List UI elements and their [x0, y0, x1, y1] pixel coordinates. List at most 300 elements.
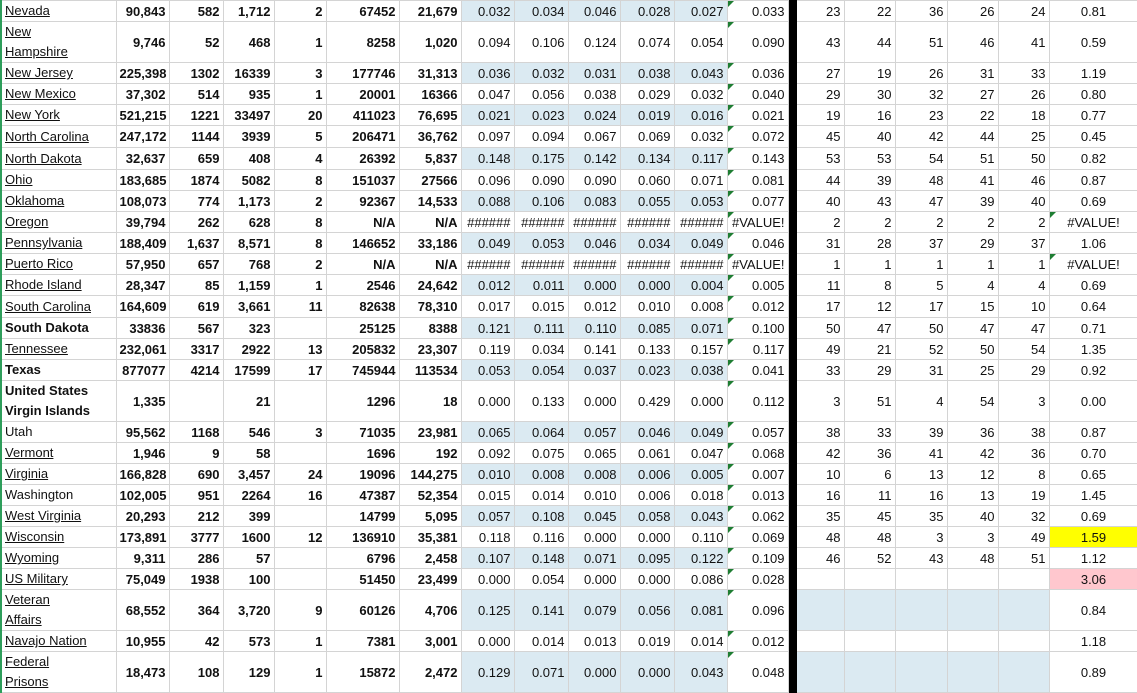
count-cell[interactable]: 21	[223, 381, 274, 422]
rank-cell[interactable]: 50	[998, 148, 1049, 170]
rate-cell[interactable]: 0.090	[514, 170, 568, 191]
ratio-cell[interactable]: 0.59	[1049, 22, 1137, 63]
ratio-cell[interactable]: 0.87	[1049, 170, 1137, 191]
count-cell[interactable]: 108	[169, 652, 223, 693]
rank-cell[interactable]: 37	[895, 233, 947, 254]
count-cell[interactable]: 1	[274, 84, 326, 105]
rank-cell[interactable]: 3	[796, 381, 844, 422]
count-cell[interactable]: 183,685	[116, 170, 169, 191]
rate-cell[interactable]: 0.108	[514, 506, 568, 527]
average-rate-cell[interactable]: #VALUE!	[727, 254, 788, 275]
rank-cell[interactable]: 1	[796, 254, 844, 275]
rate-cell[interactable]: ######	[461, 254, 514, 275]
rate-cell[interactable]: 0.000	[674, 381, 727, 422]
count-cell[interactable]: N/A	[399, 212, 461, 233]
row-name-cell[interactable]	[1, 548, 116, 569]
rate-cell[interactable]: 0.125	[461, 590, 514, 631]
rank-cell[interactable]: 53	[844, 148, 895, 170]
count-cell[interactable]: 212	[169, 506, 223, 527]
count-cell[interactable]: 12	[274, 527, 326, 548]
rank-cell[interactable]: 48	[895, 170, 947, 191]
rank-cell[interactable]: 53	[796, 148, 844, 170]
rank-cell[interactable]: 45	[796, 126, 844, 148]
average-rate-cell[interactable]: #VALUE!	[727, 212, 788, 233]
count-cell[interactable]: 13	[274, 339, 326, 360]
rank-cell[interactable]: 2	[796, 212, 844, 233]
row-name-cell[interactable]	[1, 443, 116, 464]
rate-cell[interactable]: ######	[514, 212, 568, 233]
rate-cell[interactable]: 0.032	[674, 84, 727, 105]
rate-cell[interactable]: 0.000	[568, 652, 620, 693]
rank-cell[interactable]	[796, 631, 844, 652]
count-cell[interactable]: 1168	[169, 422, 223, 443]
row-name-link[interactable]: Tennessee	[5, 341, 68, 356]
count-cell[interactable]: 26392	[326, 148, 399, 170]
rate-cell[interactable]: 0.119	[461, 339, 514, 360]
rate-cell[interactable]: 0.038	[568, 84, 620, 105]
count-cell[interactable]: 1,946	[116, 443, 169, 464]
rate-cell[interactable]: 0.046	[620, 422, 674, 443]
count-cell[interactable]: 23,307	[399, 339, 461, 360]
count-cell[interactable]: 71035	[326, 422, 399, 443]
count-cell[interactable]: 60126	[326, 590, 399, 631]
count-cell[interactable]: 14,533	[399, 191, 461, 212]
rate-cell[interactable]: 0.049	[461, 233, 514, 254]
count-cell[interactable]: 1,637	[169, 233, 223, 254]
average-rate-cell[interactable]: 0.046	[727, 233, 788, 254]
count-cell[interactable]: 24,642	[399, 275, 461, 296]
count-cell[interactable]: 100	[223, 569, 274, 590]
count-cell[interactable]: 136910	[326, 527, 399, 548]
rank-cell[interactable]: 17	[796, 296, 844, 318]
count-cell[interactable]: 2	[274, 1, 326, 22]
row-name-cell[interactable]	[1, 631, 116, 652]
count-cell[interactable]: 619	[169, 296, 223, 318]
rank-cell[interactable]: 1	[947, 254, 998, 275]
count-cell[interactable]: 67452	[326, 1, 399, 22]
rate-cell[interactable]: 0.008	[514, 464, 568, 485]
rate-cell[interactable]: 0.032	[461, 1, 514, 22]
rate-cell[interactable]: 0.037	[568, 360, 620, 381]
count-cell[interactable]: 247,172	[116, 126, 169, 148]
rank-cell[interactable]	[998, 569, 1049, 590]
rank-cell[interactable]: 3	[895, 527, 947, 548]
rank-cell[interactable]	[844, 652, 895, 693]
rank-cell[interactable]: 48	[844, 527, 895, 548]
rank-cell[interactable]	[947, 590, 998, 631]
row-name-link[interactable]: North Carolina	[5, 128, 89, 144]
rate-cell[interactable]: 0.071	[674, 318, 727, 339]
row-name-link[interactable]: West Virginia	[5, 508, 82, 523]
row-name-link[interactable]: New Jersey	[5, 65, 73, 80]
rank-cell[interactable]: 12	[844, 296, 895, 318]
row-name-cell[interactable]	[1, 254, 116, 275]
count-cell[interactable]: 19096	[326, 464, 399, 485]
rank-cell[interactable]: 24	[998, 1, 1049, 22]
average-rate-cell[interactable]: 0.012	[727, 296, 788, 318]
rank-cell[interactable]: 16	[796, 485, 844, 506]
count-cell[interactable]: 1302	[169, 63, 223, 84]
count-cell[interactable]: 18,473	[116, 652, 169, 693]
rate-cell[interactable]: 0.014	[514, 485, 568, 506]
rank-cell[interactable]: 32	[998, 506, 1049, 527]
rate-cell[interactable]: 0.000	[568, 569, 620, 590]
count-cell[interactable]: 3,001	[399, 631, 461, 652]
rank-cell[interactable]: 41	[998, 22, 1049, 63]
count-cell[interactable]: 23,499	[399, 569, 461, 590]
rank-cell[interactable]	[844, 569, 895, 590]
rank-cell[interactable]: 30	[844, 84, 895, 105]
rate-cell[interactable]: 0.054	[514, 360, 568, 381]
count-cell[interactable]: 27566	[399, 170, 461, 191]
rank-cell[interactable]: 52	[895, 339, 947, 360]
rate-cell[interactable]: ######	[568, 254, 620, 275]
average-rate-cell[interactable]: 0.048	[727, 652, 788, 693]
row-name-cell[interactable]	[1, 422, 116, 443]
rate-cell[interactable]: 0.038	[674, 360, 727, 381]
count-cell[interactable]: 1696	[326, 443, 399, 464]
rate-cell[interactable]: 0.074	[620, 22, 674, 63]
rank-cell[interactable]: 51	[895, 22, 947, 63]
rank-cell[interactable]: 35	[895, 506, 947, 527]
count-cell[interactable]: 768	[223, 254, 274, 275]
row-name-link[interactable]: Ohio	[5, 172, 33, 187]
rate-cell[interactable]: 0.005	[674, 464, 727, 485]
rate-cell[interactable]: ######	[461, 212, 514, 233]
count-cell[interactable]: 877077	[116, 360, 169, 381]
count-cell[interactable]: N/A	[399, 254, 461, 275]
count-cell[interactable]: 3	[274, 63, 326, 84]
rank-cell[interactable]: 10	[998, 296, 1049, 318]
rate-cell[interactable]: 0.024	[568, 105, 620, 126]
rate-cell[interactable]: 0.118	[461, 527, 514, 548]
rate-cell[interactable]: 0.148	[461, 148, 514, 170]
rate-cell[interactable]: 0.088	[461, 191, 514, 212]
rate-cell[interactable]: 0.086	[674, 569, 727, 590]
count-cell[interactable]: 1,020	[399, 22, 461, 63]
rank-cell[interactable]: 41	[947, 170, 998, 191]
count-cell[interactable]: 323	[223, 318, 274, 339]
rate-cell[interactable]: 0.060	[620, 170, 674, 191]
count-cell[interactable]: 5,095	[399, 506, 461, 527]
count-cell[interactable]: 82638	[326, 296, 399, 318]
count-cell[interactable]: 20	[274, 105, 326, 126]
rank-cell[interactable]	[947, 569, 998, 590]
rank-cell[interactable]: 4	[998, 275, 1049, 296]
rank-cell[interactable]: 25	[947, 360, 998, 381]
row-name-cell[interactable]	[1, 485, 116, 506]
rate-cell[interactable]: 0.034	[514, 339, 568, 360]
row-name-cell[interactable]	[1, 212, 116, 233]
row-name-cell[interactable]	[1, 652, 116, 693]
count-cell[interactable]: 9,746	[116, 22, 169, 63]
ratio-cell[interactable]: 3.06	[1049, 569, 1137, 590]
rank-cell[interactable]: 50	[796, 318, 844, 339]
count-cell[interactable]: 47387	[326, 485, 399, 506]
count-cell[interactable]: 4,706	[399, 590, 461, 631]
count-cell[interactable]: 364	[169, 590, 223, 631]
count-cell[interactable]: 188,409	[116, 233, 169, 254]
rate-cell[interactable]: 0.148	[514, 548, 568, 569]
count-cell[interactable]: 15872	[326, 652, 399, 693]
count-cell[interactable]: 129	[223, 652, 274, 693]
rate-cell[interactable]: 0.006	[620, 485, 674, 506]
rate-cell[interactable]: 0.111	[514, 318, 568, 339]
rank-cell[interactable]	[796, 569, 844, 590]
rank-cell[interactable]: 12	[947, 464, 998, 485]
row-name-cell[interactable]	[1, 105, 116, 126]
count-cell[interactable]: 17599	[223, 360, 274, 381]
rank-cell[interactable]: 11	[796, 275, 844, 296]
rate-cell[interactable]: 0.141	[514, 590, 568, 631]
row-name-cell[interactable]	[1, 233, 116, 254]
count-cell[interactable]: 2	[274, 191, 326, 212]
count-cell[interactable]: 1	[274, 631, 326, 652]
rank-cell[interactable]: 1	[895, 254, 947, 275]
count-cell[interactable]: 92367	[326, 191, 399, 212]
rate-cell[interactable]: 0.006	[620, 464, 674, 485]
rate-cell[interactable]: 0.075	[514, 443, 568, 464]
rate-cell[interactable]: 0.032	[514, 63, 568, 84]
count-cell[interactable]: 2,458	[399, 548, 461, 569]
count-cell[interactable]: 9,311	[116, 548, 169, 569]
rank-cell[interactable]: 36	[844, 443, 895, 464]
count-cell[interactable]: 1296	[326, 381, 399, 422]
row-name-link[interactable]: Veteran Affairs	[5, 592, 50, 627]
rate-cell[interactable]: 0.110	[674, 527, 727, 548]
rate-cell[interactable]: 0.028	[620, 1, 674, 22]
count-cell[interactable]: 146652	[326, 233, 399, 254]
rank-cell[interactable]: 41	[895, 443, 947, 464]
average-rate-cell[interactable]: 0.036	[727, 63, 788, 84]
row-name-cell[interactable]	[1, 339, 116, 360]
rate-cell[interactable]: 0.056	[514, 84, 568, 105]
rate-cell[interactable]: ######	[674, 212, 727, 233]
ratio-cell[interactable]: 0.81	[1049, 1, 1137, 22]
average-rate-cell[interactable]: 0.081	[727, 170, 788, 191]
count-cell[interactable]: 951	[169, 485, 223, 506]
rate-cell[interactable]: 0.043	[674, 652, 727, 693]
rank-cell[interactable]: 50	[895, 318, 947, 339]
rate-cell[interactable]: 0.124	[568, 22, 620, 63]
rank-cell[interactable]	[895, 631, 947, 652]
ratio-cell[interactable]: #VALUE!	[1049, 212, 1137, 233]
count-cell[interactable]: 177746	[326, 63, 399, 84]
count-cell[interactable]: 33497	[223, 105, 274, 126]
rate-cell[interactable]: 0.157	[674, 339, 727, 360]
rate-cell[interactable]: 0.055	[620, 191, 674, 212]
rate-cell[interactable]: 0.013	[568, 631, 620, 652]
rank-cell[interactable]: 39	[895, 422, 947, 443]
count-cell[interactable]: 935	[223, 84, 274, 105]
ratio-cell[interactable]: #VALUE!	[1049, 254, 1137, 275]
rank-cell[interactable]	[796, 590, 844, 631]
rank-cell[interactable]: 25	[998, 126, 1049, 148]
rate-cell[interactable]: 0.034	[620, 233, 674, 254]
rate-cell[interactable]: 0.057	[461, 506, 514, 527]
rank-cell[interactable]: 33	[796, 360, 844, 381]
count-cell[interactable]: 8	[274, 233, 326, 254]
rate-cell[interactable]: 0.106	[514, 22, 568, 63]
rate-cell[interactable]: 0.083	[568, 191, 620, 212]
count-cell[interactable]: 33,186	[399, 233, 461, 254]
row-name-link[interactable]: Oregon	[5, 214, 49, 229]
rate-cell[interactable]: 0.094	[514, 126, 568, 148]
average-rate-cell[interactable]: 0.007	[727, 464, 788, 485]
rank-cell[interactable]: 39	[844, 170, 895, 191]
rank-cell[interactable]: 4	[947, 275, 998, 296]
rank-cell[interactable]: 47	[895, 191, 947, 212]
count-cell[interactable]: 262	[169, 212, 223, 233]
rate-cell[interactable]: 0.027	[674, 1, 727, 22]
rate-cell[interactable]: 0.133	[514, 381, 568, 422]
rank-cell[interactable]: 6	[844, 464, 895, 485]
ratio-cell[interactable]: 0.77	[1049, 105, 1137, 126]
rate-cell[interactable]: 0.047	[461, 84, 514, 105]
rank-cell[interactable]: 21	[844, 339, 895, 360]
count-cell[interactable]: N/A	[326, 254, 399, 275]
rank-cell[interactable]	[947, 652, 998, 693]
rate-cell[interactable]: 0.429	[620, 381, 674, 422]
ratio-cell[interactable]: 1.35	[1049, 339, 1137, 360]
average-rate-cell[interactable]: 0.033	[727, 1, 788, 22]
rate-cell[interactable]: 0.004	[674, 275, 727, 296]
row-name-cell[interactable]	[1, 22, 116, 63]
rank-cell[interactable]	[998, 590, 1049, 631]
count-cell[interactable]: 514	[169, 84, 223, 105]
ratio-cell[interactable]: 0.64	[1049, 296, 1137, 318]
ratio-cell[interactable]: 1.18	[1049, 631, 1137, 652]
row-name-cell[interactable]	[1, 126, 116, 148]
count-cell[interactable]: 582	[169, 1, 223, 22]
rate-cell[interactable]: 0.067	[568, 126, 620, 148]
count-cell[interactable]: 3777	[169, 527, 223, 548]
count-cell[interactable]: 57	[223, 548, 274, 569]
row-name-link[interactable]: Vermont	[5, 445, 54, 460]
count-cell[interactable]: 25125	[326, 318, 399, 339]
count-cell[interactable]: 225,398	[116, 63, 169, 84]
count-cell[interactable]: 32,637	[116, 148, 169, 170]
rank-cell[interactable]: 26	[895, 63, 947, 84]
rate-cell[interactable]: 0.053	[674, 191, 727, 212]
count-cell[interactable]: 28,347	[116, 275, 169, 296]
rate-cell[interactable]: 0.000	[568, 381, 620, 422]
average-rate-cell[interactable]: 0.012	[727, 631, 788, 652]
ratio-cell[interactable]: 0.69	[1049, 191, 1137, 212]
row-name-cell[interactable]	[1, 527, 116, 548]
rate-cell[interactable]: 0.053	[514, 233, 568, 254]
rate-cell[interactable]: 0.000	[461, 381, 514, 422]
ratio-cell[interactable]: 1.06	[1049, 233, 1137, 254]
count-cell[interactable]: 1	[274, 22, 326, 63]
rank-cell[interactable]: 47	[947, 318, 998, 339]
average-rate-cell[interactable]: 0.068	[727, 443, 788, 464]
rate-cell[interactable]: 0.000	[461, 569, 514, 590]
row-name-cell[interactable]	[1, 63, 116, 84]
rank-cell[interactable]	[895, 569, 947, 590]
rank-cell[interactable]: 22	[947, 105, 998, 126]
rate-cell[interactable]: 0.097	[461, 126, 514, 148]
rank-cell[interactable]: 23	[796, 1, 844, 22]
rank-cell[interactable]: 29	[947, 233, 998, 254]
rate-cell[interactable]: 0.029	[620, 84, 674, 105]
count-cell[interactable]: 164,609	[116, 296, 169, 318]
rate-cell[interactable]: 0.032	[674, 126, 727, 148]
rate-cell[interactable]: 0.095	[620, 548, 674, 569]
count-cell[interactable]: 2	[274, 254, 326, 275]
count-cell[interactable]	[274, 506, 326, 527]
rate-cell[interactable]: 0.023	[620, 360, 674, 381]
ratio-cell[interactable]: 0.84	[1049, 590, 1137, 631]
count-cell[interactable]: 85	[169, 275, 223, 296]
rate-cell[interactable]: 0.081	[674, 590, 727, 631]
rank-cell[interactable]: 3	[947, 527, 998, 548]
rate-cell[interactable]: 0.046	[568, 233, 620, 254]
rate-cell[interactable]: 0.011	[514, 275, 568, 296]
rank-cell[interactable]: 16	[844, 105, 895, 126]
count-cell[interactable]: 144,275	[399, 464, 461, 485]
rank-cell[interactable]: 29	[998, 360, 1049, 381]
count-cell[interactable]: 52	[169, 22, 223, 63]
rank-cell[interactable]: 40	[796, 191, 844, 212]
average-rate-cell[interactable]: 0.040	[727, 84, 788, 105]
rank-cell[interactable]: 54	[895, 148, 947, 170]
rank-cell[interactable]: 51	[998, 548, 1049, 569]
ratio-cell[interactable]: 0.65	[1049, 464, 1137, 485]
count-cell[interactable]: 5	[274, 126, 326, 148]
rank-cell[interactable]: 33	[844, 422, 895, 443]
rank-cell[interactable]: 36	[895, 1, 947, 22]
rate-cell[interactable]: 0.046	[568, 1, 620, 22]
rate-cell[interactable]: 0.096	[461, 170, 514, 191]
rank-cell[interactable]: 13	[895, 464, 947, 485]
count-cell[interactable]: 1,335	[116, 381, 169, 422]
row-name-cell[interactable]	[1, 296, 116, 318]
count-cell[interactable]: 657	[169, 254, 223, 275]
rank-cell[interactable]: 23	[895, 105, 947, 126]
rate-cell[interactable]: ######	[674, 254, 727, 275]
ratio-cell[interactable]: 0.82	[1049, 148, 1137, 170]
count-cell[interactable]: 37,302	[116, 84, 169, 105]
rate-cell[interactable]: 0.069	[620, 126, 674, 148]
rate-cell[interactable]: ######	[620, 254, 674, 275]
rank-cell[interactable]: 43	[844, 191, 895, 212]
rank-cell[interactable]: 2	[844, 212, 895, 233]
rank-cell[interactable]: 32	[895, 84, 947, 105]
average-rate-cell[interactable]: 0.109	[727, 548, 788, 569]
row-name-cell[interactable]	[1, 318, 116, 339]
rate-cell[interactable]: 0.034	[514, 1, 568, 22]
ratio-cell[interactable]: 1.59	[1049, 527, 1137, 548]
rate-cell[interactable]: 0.000	[568, 275, 620, 296]
row-name-link[interactable]: South Carolina	[5, 298, 91, 314]
row-name-link[interactable]: Nevada	[5, 3, 50, 18]
rate-cell[interactable]: 0.094	[461, 22, 514, 63]
count-cell[interactable]: 23,981	[399, 422, 461, 443]
ratio-cell[interactable]: 0.80	[1049, 84, 1137, 105]
ratio-cell[interactable]: 0.87	[1049, 422, 1137, 443]
rate-cell[interactable]: 0.057	[568, 422, 620, 443]
rate-cell[interactable]: 0.031	[568, 63, 620, 84]
rank-cell[interactable]: 42	[947, 443, 998, 464]
average-rate-cell[interactable]: 0.041	[727, 360, 788, 381]
rate-cell[interactable]: 0.000	[568, 527, 620, 548]
rank-cell[interactable]: 8	[844, 275, 895, 296]
rank-cell[interactable]: 43	[895, 548, 947, 569]
rank-cell[interactable]: 5	[895, 275, 947, 296]
rate-cell[interactable]: 0.000	[620, 275, 674, 296]
average-rate-cell[interactable]: 0.057	[727, 422, 788, 443]
